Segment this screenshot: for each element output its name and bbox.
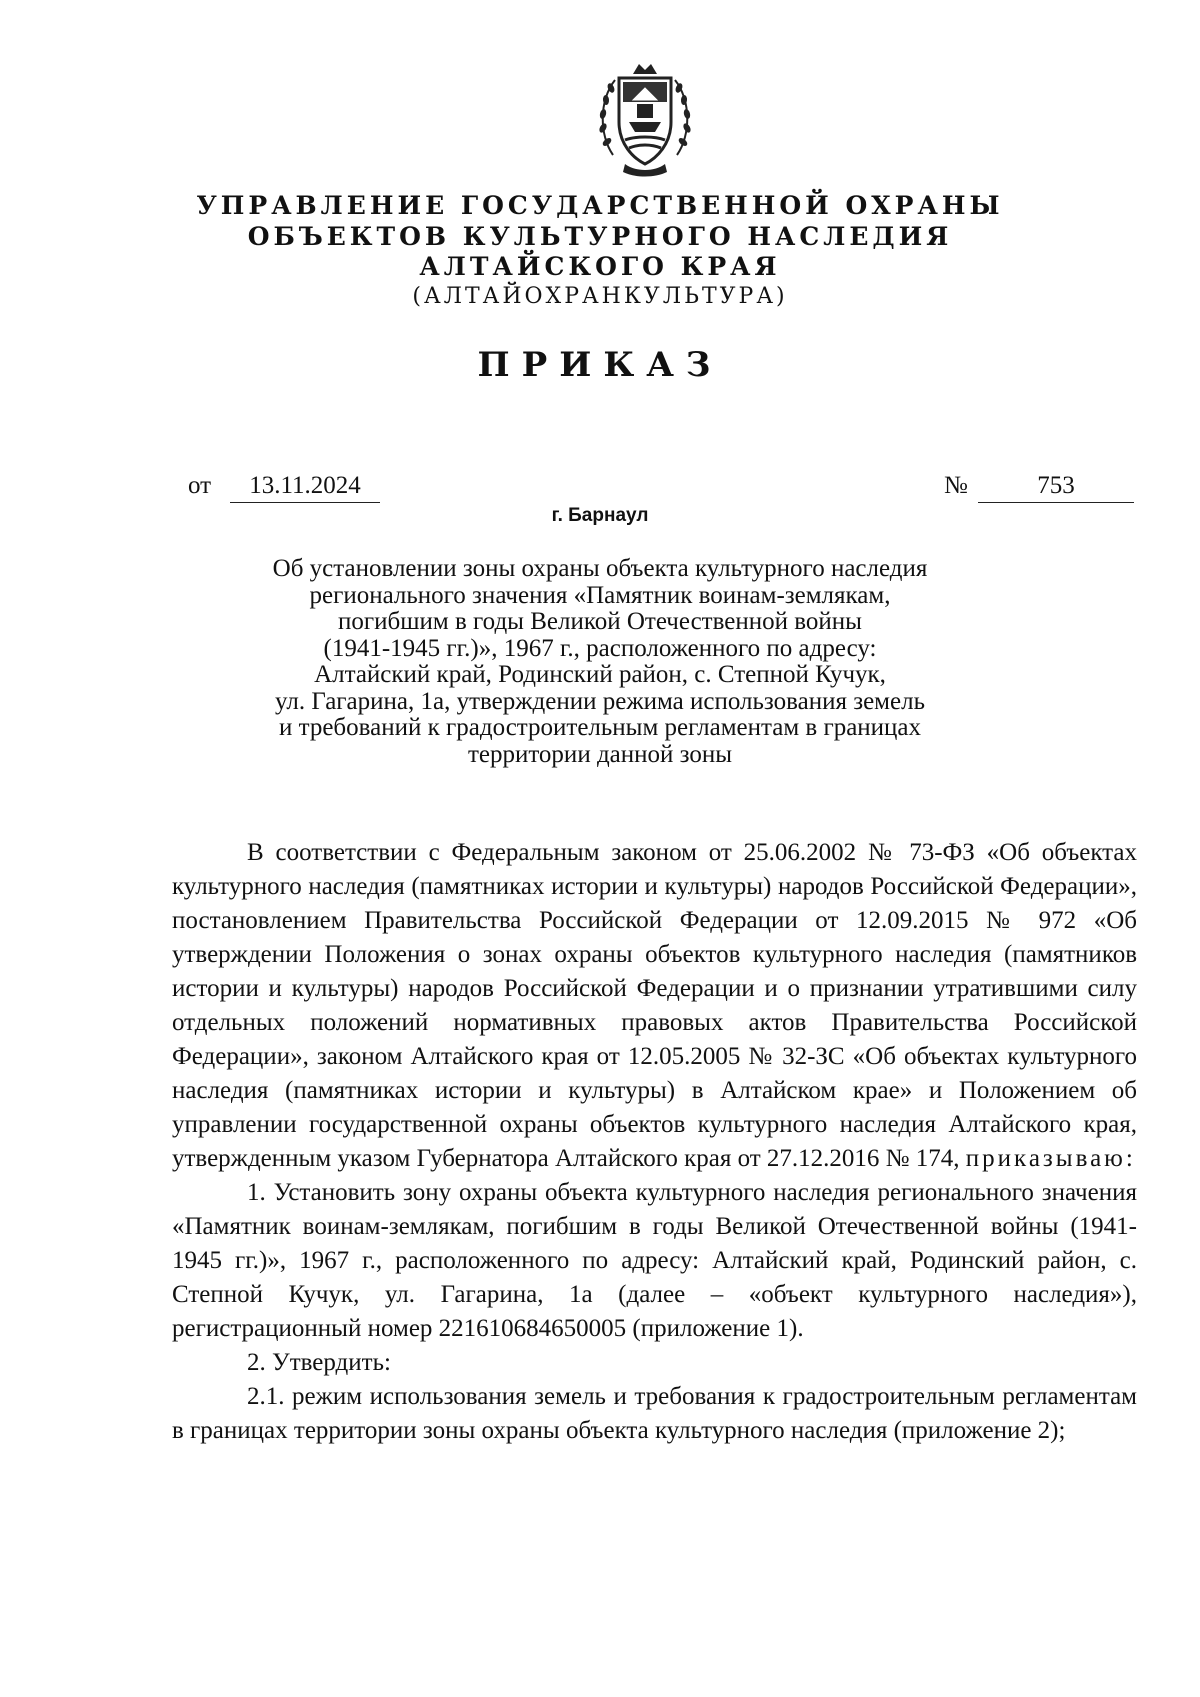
document-body xyxy=(172,836,1137,1448)
subject-line: ул. Гагарина, 1а, утверждении режима использования земель xyxy=(275,687,925,715)
subject-line: Алтайский край, Родинский район, с. Степной Кучук, xyxy=(314,661,886,688)
subject-line: территории данной зоны xyxy=(467,740,733,768)
altai-krai-coat-of-arms-icon xyxy=(595,60,695,178)
org-name-line-3: АЛТАЙСКОГО КРАЯ xyxy=(419,252,781,281)
item-2-1-paragraph: 2.1. режим использования земель и требования к градостроительным регламентам в границах территории зоны охраны объекта культурного наследия (приложение 2); xyxy=(172,1383,1137,1444)
number-label: № xyxy=(944,472,968,499)
subject-line: погибшим в годы Великой Отечественной войны xyxy=(338,608,862,635)
org-name-line-2: ОБЪЕКТОВ КУЛЬТУРНОГО НАСЛЕДИЯ xyxy=(247,222,953,251)
org-short-name: (АЛТАЙОХРАНКУЛЬТУРА) xyxy=(412,284,788,309)
document-date: 13.11.2024 xyxy=(230,470,380,503)
item-1-paragraph: 1. Установить зону охраны объекта культурного наследия регионального значения «Памятник воинам-землякам, погибшим в годы Великой Отечественной войны (1941-1945 гг.)», 1967 г., расположенного по адресу: Алтайский край, Родинский район, с. Степной Кучук, ул. Гагарина, 1а (далее – «объект культурного наследия»), регистрационный номер 221610684650005 (приложение 1). xyxy=(172,1179,1137,1342)
item-2-paragraph: 2. Утвердить: xyxy=(247,1349,391,1376)
subject-line: Об установлении зоны охраны объекта культурного наследия xyxy=(272,555,928,582)
date-label: от xyxy=(188,472,212,499)
document-subject xyxy=(240,556,960,768)
subject-line: регионального значения «Памятник воинам-землякам, xyxy=(309,581,891,609)
preamble-text: В соответствии с Федеральным законом от 25.06.2002 № 73-ФЗ «Об объектах культурного наследия (памятниках истории и культуры) народов Российской Федерации», постановлением Правительства Российской Федерации от 12.09.2015 № 972 «Об утверждении Положения о зонах охраны объектов культурного наследия (памятников истории и культуры) народов Российской Федерации и о признании утратившими силу отдельных положений нормативных правовых актов Правительства Российской Федерации», законом Алтайского края от 12.05.2005 № 32-ЗС «Об объектах культурного наследия (памятниках истории и культуры) в Алтайском крае» и Положением об управлении государственной охраны объектов культурного наследия Алтайского края, утвержденным указом Губернатора Алтайского края от 27.12.2016 № 174, xyxy=(172,839,1137,1172)
subject-line: и требований к градостроительным регламентам в границах xyxy=(278,714,922,741)
preamble-paragraph xyxy=(172,836,1137,1176)
document-type-title: ПРИКАЗ xyxy=(477,345,723,385)
subject-line: (1941-1945 гг.)», 1967 г., расположенного по адресу: xyxy=(323,634,877,662)
document-number: 753 xyxy=(978,470,1134,503)
order-word: приказываю: xyxy=(965,1145,1136,1172)
org-name-line-1: УПРАВЛЕНИЕ ГОСУДАРСТВЕННОЙ ОХРАНЫ xyxy=(196,191,1004,220)
city-name: г. Барнаул xyxy=(551,505,649,526)
